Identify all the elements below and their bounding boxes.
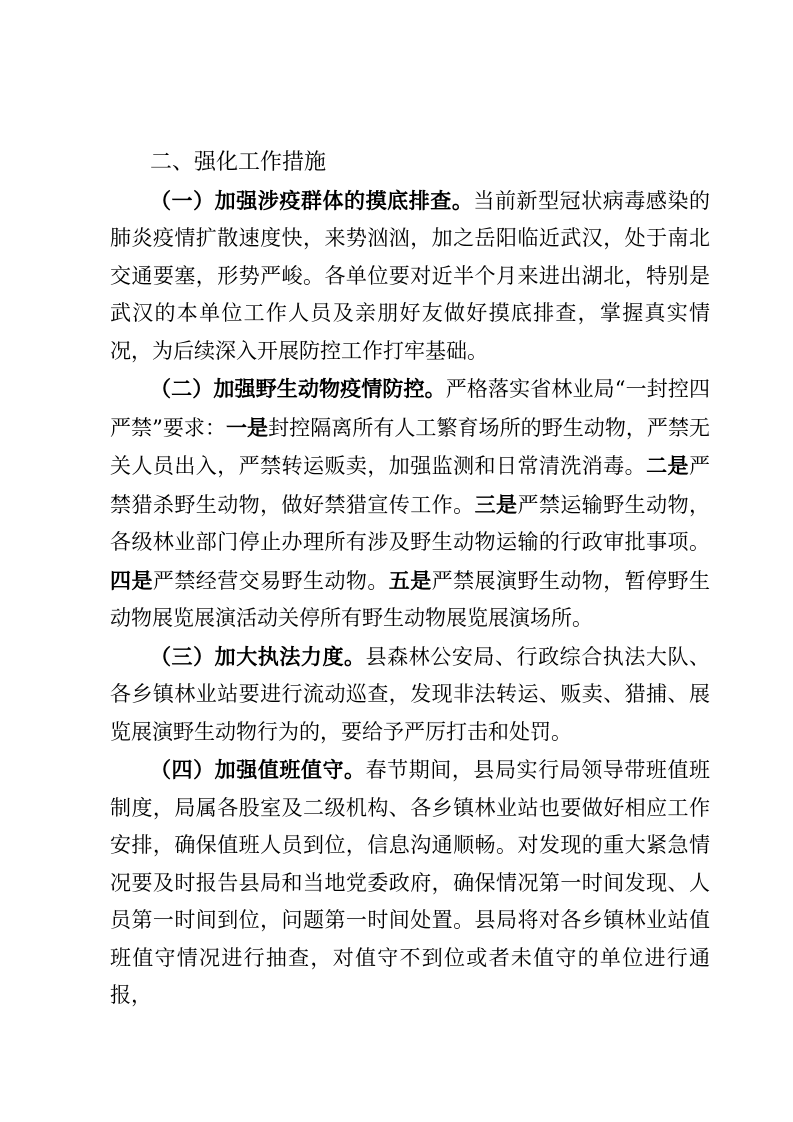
- paragraph-2-keyword-5: 五是: [388, 567, 432, 593]
- paragraph-2-text-2: 封控隔离所有人工繁育场所的野生动物，严禁无关人员出入，严禁转运贩卖，加强监测和日常清洗消毒。: [110, 415, 711, 478]
- paragraph-2: [110, 370, 710, 638]
- document-body: [110, 144, 710, 1015]
- paragraph-1: [110, 182, 710, 371]
- paragraph-2-text-6: 严禁展演野生动物，暂停野生动物展览展演活动关停所有野生动物展览展演场所。: [110, 568, 711, 630]
- paragraph-1-lead: （一）加强涉疫群体的摸底排查。: [150, 187, 474, 213]
- paragraph-2-text-5: 严禁经营交易野生动物。: [152, 568, 389, 593]
- paragraph-2-text-1: 严格落实省林业局“一封控四严禁”要求：: [110, 377, 710, 440]
- paragraph-3-text: 县森林公安局、行政综合执法大队、各乡镇林业站要进行流动巡查，发现非法转运、贩卖、猎捕、展览展演野生动物行为的，要给予严厉打击和处罚。: [110, 644, 711, 744]
- paragraph-4: [110, 751, 710, 1015]
- paragraph-3: [110, 638, 710, 752]
- paragraph-3-lead: （三）加大执法力度。: [150, 643, 366, 669]
- paragraph-2-keyword-3: 三是: [474, 491, 518, 517]
- paragraph-2-keyword-1: 一是: [226, 414, 269, 440]
- section-heading: 二、强化工作措施: [150, 150, 327, 175]
- paragraph-4-lead: （四）加强值班值守。: [150, 757, 366, 782]
- paragraph-2-keyword-4: 四是: [110, 567, 153, 593]
- paragraph-2-text-4: 严禁运输野生动物，各级林业部门停止办理所有涉及野生动物运输的行政审批事项。: [110, 492, 711, 554]
- paragraph-2-keyword-2: 二是: [646, 453, 689, 478]
- paragraph-2-lead: （二）加强野生动物疫情防控。: [150, 376, 446, 401]
- paragraph-2-text-3: 严禁猎杀野生动物，做好禁猎宣传工作。: [110, 454, 710, 517]
- paragraph-4-text: 春节期间，县局实行局领导带班值班制度，局属各股室及二级机构、各乡镇林业站也要做好相应工作安排，确保值班人员到位，信息沟通顺畅。对发现的重大紧急情况要及时报告县局和当地党委政府，确保情况第一时间发现、人员第一时间到位，问题第一时间处置。县局将对各乡镇林业站值班值守情况进行抽查，对值守不到位或者未值守的单位进行通报，: [110, 758, 711, 1007]
- paragraph-1-text: 当前新型冠状病毒感染的肺炎疫情扩散速度快，来势汹汹，加之岳阳临近武汉，处于南北交通要塞，形势严峻。各单位要对近半个月来进出湖北，特别是武汉的本单位工作人员及亲朋好友做好摸底排查，掌握真实情况，为后续深入开展防控工作打牢基础。: [110, 188, 711, 363]
